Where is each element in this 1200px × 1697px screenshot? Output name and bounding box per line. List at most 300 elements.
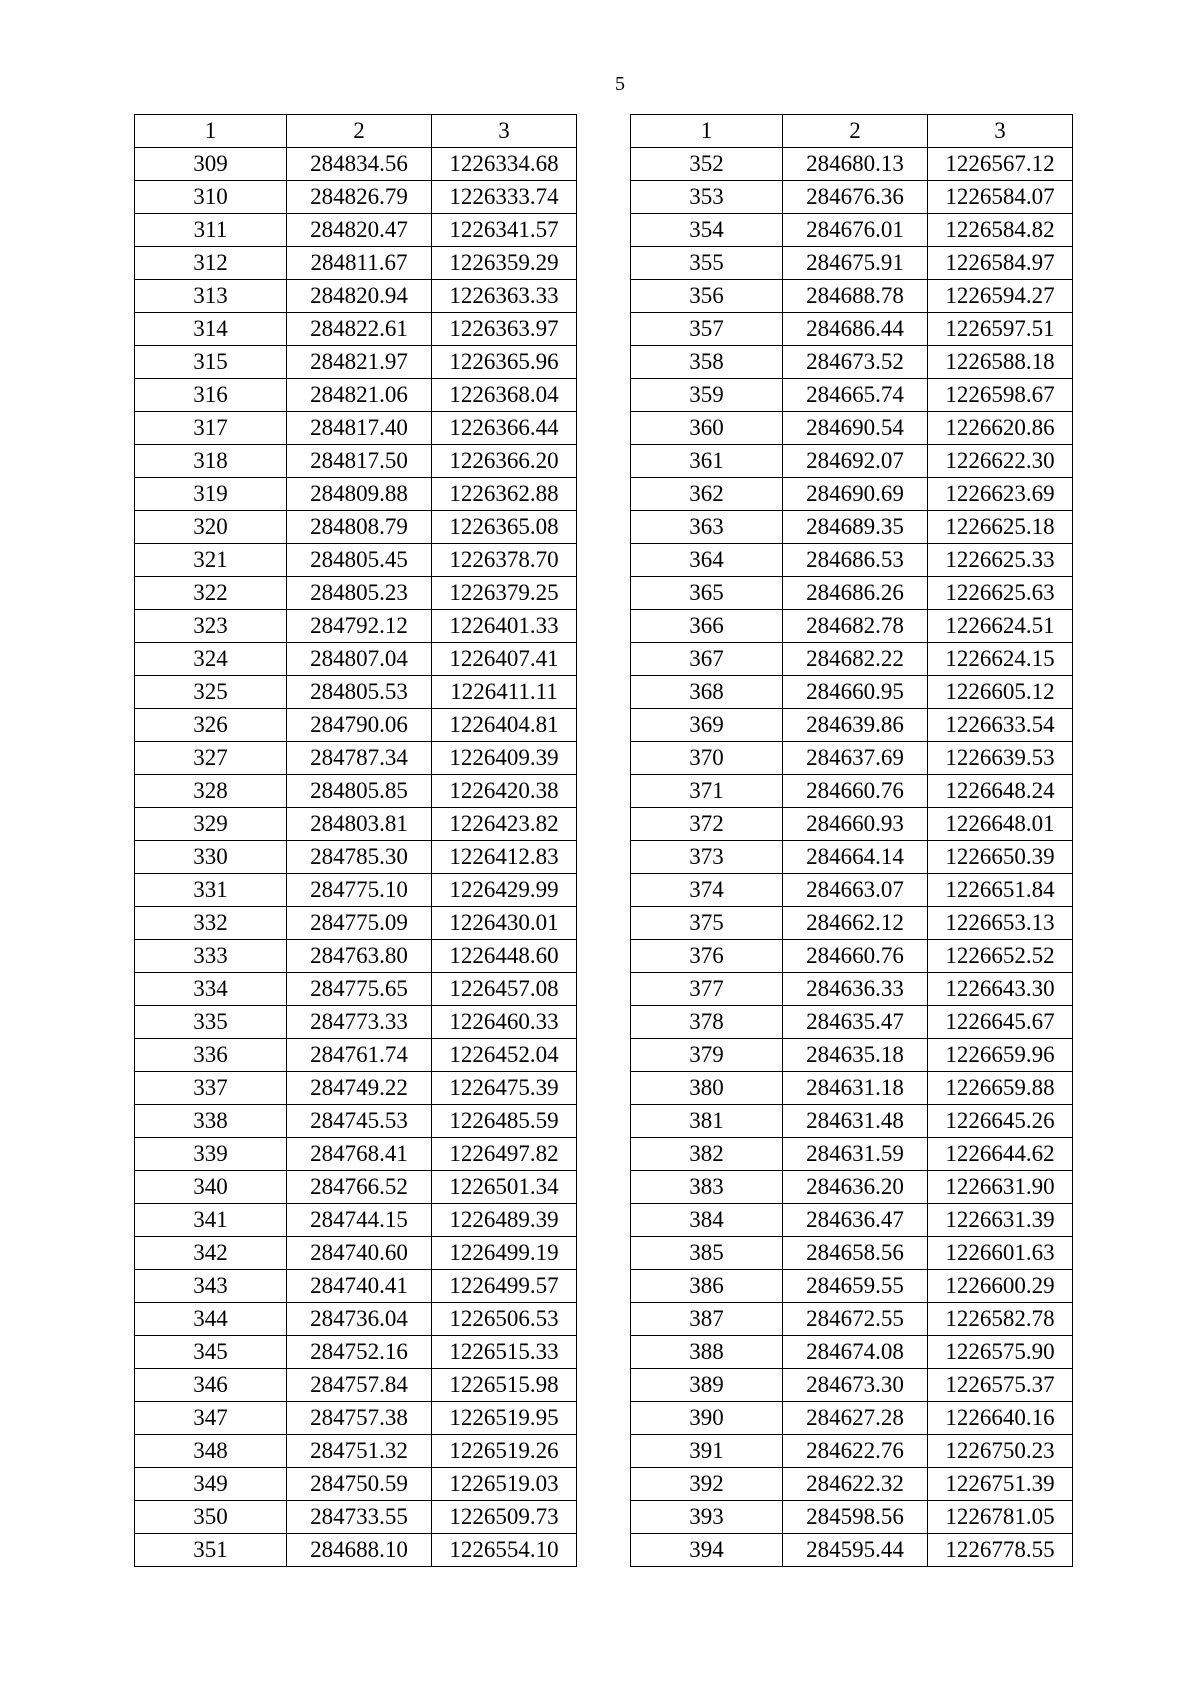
y-coordinate-cell: 1226452.04 bbox=[432, 1039, 577, 1072]
point-number-cell: 319 bbox=[135, 478, 287, 511]
table-row bbox=[135, 1336, 577, 1369]
x-coordinate-cell: 284622.32 bbox=[783, 1468, 928, 1501]
x-coordinate-cell: 284740.60 bbox=[287, 1237, 432, 1270]
table-row bbox=[135, 1237, 577, 1270]
y-coordinate-cell: 1226501.34 bbox=[432, 1171, 577, 1204]
x-coordinate-cell: 284787.34 bbox=[287, 742, 432, 775]
x-coordinate-cell: 284660.93 bbox=[783, 808, 928, 841]
x-coordinate-cell: 284740.41 bbox=[287, 1270, 432, 1303]
point-number-cell: 331 bbox=[135, 874, 287, 907]
point-number-cell: 379 bbox=[631, 1039, 783, 1072]
x-coordinate-cell: 284751.32 bbox=[287, 1435, 432, 1468]
y-coordinate-cell: 1226639.53 bbox=[928, 742, 1073, 775]
x-coordinate-cell: 284639.86 bbox=[783, 709, 928, 742]
table-row bbox=[631, 1303, 1073, 1336]
x-coordinate-cell: 284745.53 bbox=[287, 1105, 432, 1138]
table-row bbox=[135, 280, 577, 313]
x-coordinate-cell: 284680.13 bbox=[783, 148, 928, 181]
table-row bbox=[631, 1006, 1073, 1039]
point-number-cell: 333 bbox=[135, 940, 287, 973]
y-coordinate-cell: 1226650.39 bbox=[928, 841, 1073, 874]
point-number-cell: 351 bbox=[135, 1534, 287, 1567]
x-coordinate-cell: 284807.04 bbox=[287, 643, 432, 676]
y-coordinate-cell: 1226401.33 bbox=[432, 610, 577, 643]
table-row bbox=[135, 874, 577, 907]
y-coordinate-cell: 1226584.82 bbox=[928, 214, 1073, 247]
x-coordinate-cell: 284821.97 bbox=[287, 346, 432, 379]
point-number-cell: 344 bbox=[135, 1303, 287, 1336]
table-row bbox=[631, 1402, 1073, 1435]
point-number-cell: 360 bbox=[631, 412, 783, 445]
point-number-cell: 336 bbox=[135, 1039, 287, 1072]
y-coordinate-cell: 1226475.39 bbox=[432, 1072, 577, 1105]
y-coordinate-cell: 1226506.53 bbox=[432, 1303, 577, 1336]
y-coordinate-cell: 1226659.88 bbox=[928, 1072, 1073, 1105]
point-number-cell: 339 bbox=[135, 1138, 287, 1171]
x-coordinate-cell: 284674.08 bbox=[783, 1336, 928, 1369]
point-number-cell: 317 bbox=[135, 412, 287, 445]
y-coordinate-cell: 1226598.67 bbox=[928, 379, 1073, 412]
table-row bbox=[631, 676, 1073, 709]
point-number-cell: 342 bbox=[135, 1237, 287, 1270]
point-number-cell: 363 bbox=[631, 511, 783, 544]
point-number-cell: 320 bbox=[135, 511, 287, 544]
x-coordinate-cell: 284635.18 bbox=[783, 1039, 928, 1072]
table-row bbox=[135, 907, 577, 940]
y-coordinate-cell: 1226457.08 bbox=[432, 973, 577, 1006]
x-coordinate-cell: 284622.76 bbox=[783, 1435, 928, 1468]
table-row bbox=[631, 907, 1073, 940]
y-coordinate-cell: 1226648.01 bbox=[928, 808, 1073, 841]
x-coordinate-cell: 284752.16 bbox=[287, 1336, 432, 1369]
y-coordinate-cell: 1226489.39 bbox=[432, 1204, 577, 1237]
table-row bbox=[631, 1270, 1073, 1303]
x-coordinate-cell: 284635.47 bbox=[783, 1006, 928, 1039]
x-coordinate-cell: 284761.74 bbox=[287, 1039, 432, 1072]
y-coordinate-cell: 1226605.12 bbox=[928, 676, 1073, 709]
y-coordinate-cell: 1226362.88 bbox=[432, 478, 577, 511]
y-coordinate-cell: 1226624.15 bbox=[928, 643, 1073, 676]
table-row bbox=[631, 1105, 1073, 1138]
point-number-cell: 309 bbox=[135, 148, 287, 181]
point-number-cell: 325 bbox=[135, 676, 287, 709]
x-coordinate-cell: 284792.12 bbox=[287, 610, 432, 643]
point-number-cell: 332 bbox=[135, 907, 287, 940]
point-number-cell: 354 bbox=[631, 214, 783, 247]
table-row bbox=[135, 1468, 577, 1501]
y-coordinate-cell: 1226575.37 bbox=[928, 1369, 1073, 1402]
x-coordinate-cell: 284757.84 bbox=[287, 1369, 432, 1402]
y-coordinate-cell: 1226601.63 bbox=[928, 1237, 1073, 1270]
point-number-cell: 358 bbox=[631, 346, 783, 379]
table-header-row bbox=[135, 115, 577, 148]
table-row bbox=[135, 148, 577, 181]
x-coordinate-cell: 284733.55 bbox=[287, 1501, 432, 1534]
point-number-cell: 387 bbox=[631, 1303, 783, 1336]
y-coordinate-cell: 1226460.33 bbox=[432, 1006, 577, 1039]
x-coordinate-cell: 284821.06 bbox=[287, 379, 432, 412]
table-row bbox=[135, 940, 577, 973]
table-row bbox=[135, 1204, 577, 1237]
x-coordinate-cell: 284763.80 bbox=[287, 940, 432, 973]
point-number-cell: 372 bbox=[631, 808, 783, 841]
point-number-cell: 368 bbox=[631, 676, 783, 709]
x-coordinate-cell: 284805.85 bbox=[287, 775, 432, 808]
point-number-cell: 353 bbox=[631, 181, 783, 214]
coordinates-table-left bbox=[134, 114, 577, 1567]
table-row bbox=[631, 445, 1073, 478]
table-row bbox=[631, 247, 1073, 280]
table-row bbox=[631, 346, 1073, 379]
x-coordinate-cell: 284817.40 bbox=[287, 412, 432, 445]
x-coordinate-cell: 284749.22 bbox=[287, 1072, 432, 1105]
table-header-row bbox=[631, 115, 1073, 148]
y-coordinate-cell: 1226625.63 bbox=[928, 577, 1073, 610]
x-coordinate-cell: 284766.52 bbox=[287, 1171, 432, 1204]
table-row bbox=[631, 808, 1073, 841]
y-coordinate-cell: 1226750.23 bbox=[928, 1435, 1073, 1468]
x-coordinate-cell: 284688.78 bbox=[783, 280, 928, 313]
point-number-cell: 389 bbox=[631, 1369, 783, 1402]
point-number-cell: 386 bbox=[631, 1270, 783, 1303]
y-coordinate-cell: 1226588.18 bbox=[928, 346, 1073, 379]
y-coordinate-cell: 1226567.12 bbox=[928, 148, 1073, 181]
table-row bbox=[135, 1303, 577, 1336]
point-number-cell: 362 bbox=[631, 478, 783, 511]
table-row bbox=[135, 1402, 577, 1435]
y-coordinate-cell: 1226333.74 bbox=[432, 181, 577, 214]
x-coordinate-cell: 284665.74 bbox=[783, 379, 928, 412]
x-coordinate-cell: 284736.04 bbox=[287, 1303, 432, 1336]
table-row bbox=[135, 313, 577, 346]
x-coordinate-cell: 284773.33 bbox=[287, 1006, 432, 1039]
point-number-cell: 364 bbox=[631, 544, 783, 577]
column-header-y: 3 bbox=[432, 115, 577, 148]
table-row bbox=[631, 1138, 1073, 1171]
x-coordinate-cell: 284660.76 bbox=[783, 775, 928, 808]
y-coordinate-cell: 1226633.54 bbox=[928, 709, 1073, 742]
x-coordinate-cell: 284820.47 bbox=[287, 214, 432, 247]
coordinates-table-right bbox=[630, 114, 1073, 1567]
point-number-cell: 328 bbox=[135, 775, 287, 808]
table-row bbox=[631, 1369, 1073, 1402]
point-number-cell: 316 bbox=[135, 379, 287, 412]
point-number-cell: 330 bbox=[135, 841, 287, 874]
y-coordinate-cell: 1226368.04 bbox=[432, 379, 577, 412]
point-number-cell: 371 bbox=[631, 775, 783, 808]
point-number-cell: 390 bbox=[631, 1402, 783, 1435]
x-coordinate-cell: 284775.09 bbox=[287, 907, 432, 940]
point-number-cell: 312 bbox=[135, 247, 287, 280]
table-row bbox=[631, 940, 1073, 973]
point-number-cell: 380 bbox=[631, 1072, 783, 1105]
x-coordinate-cell: 284595.44 bbox=[783, 1534, 928, 1567]
point-number-cell: 343 bbox=[135, 1270, 287, 1303]
x-coordinate-cell: 284689.35 bbox=[783, 511, 928, 544]
table-row bbox=[631, 874, 1073, 907]
y-coordinate-cell: 1226430.01 bbox=[432, 907, 577, 940]
point-number-cell: 356 bbox=[631, 280, 783, 313]
y-coordinate-cell: 1226519.26 bbox=[432, 1435, 577, 1468]
x-coordinate-cell: 284808.79 bbox=[287, 511, 432, 544]
y-coordinate-cell: 1226648.24 bbox=[928, 775, 1073, 808]
table-row bbox=[631, 1501, 1073, 1534]
table-row bbox=[135, 478, 577, 511]
x-coordinate-cell: 284785.30 bbox=[287, 841, 432, 874]
y-coordinate-cell: 1226365.08 bbox=[432, 511, 577, 544]
x-coordinate-cell: 284637.69 bbox=[783, 742, 928, 775]
x-coordinate-cell: 284688.10 bbox=[287, 1534, 432, 1567]
table-row bbox=[135, 1138, 577, 1171]
point-number-cell: 359 bbox=[631, 379, 783, 412]
table-row bbox=[135, 1072, 577, 1105]
x-coordinate-cell: 284631.59 bbox=[783, 1138, 928, 1171]
y-coordinate-cell: 1226631.90 bbox=[928, 1171, 1073, 1204]
x-coordinate-cell: 284775.10 bbox=[287, 874, 432, 907]
point-number-cell: 315 bbox=[135, 346, 287, 379]
y-coordinate-cell: 1226378.70 bbox=[432, 544, 577, 577]
y-coordinate-cell: 1226645.67 bbox=[928, 1006, 1073, 1039]
point-number-cell: 391 bbox=[631, 1435, 783, 1468]
y-coordinate-cell: 1226644.62 bbox=[928, 1138, 1073, 1171]
y-coordinate-cell: 1226597.51 bbox=[928, 313, 1073, 346]
point-number-cell: 311 bbox=[135, 214, 287, 247]
x-coordinate-cell: 284744.15 bbox=[287, 1204, 432, 1237]
x-coordinate-cell: 284805.45 bbox=[287, 544, 432, 577]
y-coordinate-cell: 1226625.18 bbox=[928, 511, 1073, 544]
y-coordinate-cell: 1226515.98 bbox=[432, 1369, 577, 1402]
table-row bbox=[135, 445, 577, 478]
table-row bbox=[135, 676, 577, 709]
point-number-cell: 385 bbox=[631, 1237, 783, 1270]
table-row bbox=[135, 742, 577, 775]
point-number-cell: 337 bbox=[135, 1072, 287, 1105]
x-coordinate-cell: 284627.28 bbox=[783, 1402, 928, 1435]
x-coordinate-cell: 284809.88 bbox=[287, 478, 432, 511]
table-row bbox=[631, 1072, 1073, 1105]
y-coordinate-cell: 1226624.51 bbox=[928, 610, 1073, 643]
x-coordinate-cell: 284676.36 bbox=[783, 181, 928, 214]
column-header-x: 2 bbox=[287, 115, 432, 148]
x-coordinate-cell: 284834.56 bbox=[287, 148, 432, 181]
page-number: 5 bbox=[615, 73, 625, 95]
y-coordinate-cell: 1226584.97 bbox=[928, 247, 1073, 280]
point-number-cell: 378 bbox=[631, 1006, 783, 1039]
y-coordinate-cell: 1226622.30 bbox=[928, 445, 1073, 478]
table-row bbox=[631, 181, 1073, 214]
table-row bbox=[135, 1501, 577, 1534]
y-coordinate-cell: 1226582.78 bbox=[928, 1303, 1073, 1336]
x-coordinate-cell: 284750.59 bbox=[287, 1468, 432, 1501]
point-number-cell: 375 bbox=[631, 907, 783, 940]
x-coordinate-cell: 284636.33 bbox=[783, 973, 928, 1006]
y-coordinate-cell: 1226379.25 bbox=[432, 577, 577, 610]
point-number-cell: 373 bbox=[631, 841, 783, 874]
point-number-cell: 322 bbox=[135, 577, 287, 610]
y-coordinate-cell: 1226575.90 bbox=[928, 1336, 1073, 1369]
y-coordinate-cell: 1226778.55 bbox=[928, 1534, 1073, 1567]
point-number-cell: 382 bbox=[631, 1138, 783, 1171]
column-header-x: 2 bbox=[783, 115, 928, 148]
point-number-cell: 361 bbox=[631, 445, 783, 478]
table-row bbox=[631, 214, 1073, 247]
y-coordinate-cell: 1226519.03 bbox=[432, 1468, 577, 1501]
x-coordinate-cell: 284690.54 bbox=[783, 412, 928, 445]
point-number-cell: 365 bbox=[631, 577, 783, 610]
point-number-cell: 369 bbox=[631, 709, 783, 742]
y-coordinate-cell: 1226485.59 bbox=[432, 1105, 577, 1138]
point-number-cell: 310 bbox=[135, 181, 287, 214]
x-coordinate-cell: 284675.91 bbox=[783, 247, 928, 280]
y-coordinate-cell: 1226659.96 bbox=[928, 1039, 1073, 1072]
table-row bbox=[631, 1171, 1073, 1204]
point-number-cell: 323 bbox=[135, 610, 287, 643]
x-coordinate-cell: 284676.01 bbox=[783, 214, 928, 247]
point-number-cell: 321 bbox=[135, 544, 287, 577]
x-coordinate-cell: 284803.81 bbox=[287, 808, 432, 841]
table-row bbox=[135, 577, 577, 610]
y-coordinate-cell: 1226404.81 bbox=[432, 709, 577, 742]
table-row bbox=[631, 511, 1073, 544]
table-row bbox=[135, 841, 577, 874]
x-coordinate-cell: 284805.53 bbox=[287, 676, 432, 709]
x-coordinate-cell: 284673.30 bbox=[783, 1369, 928, 1402]
point-number-cell: 338 bbox=[135, 1105, 287, 1138]
table-row bbox=[631, 1534, 1073, 1567]
point-number-cell: 388 bbox=[631, 1336, 783, 1369]
x-coordinate-cell: 284690.69 bbox=[783, 478, 928, 511]
point-number-cell: 313 bbox=[135, 280, 287, 313]
point-number-cell: 366 bbox=[631, 610, 783, 643]
table-row bbox=[135, 214, 577, 247]
x-coordinate-cell: 284664.14 bbox=[783, 841, 928, 874]
point-number-cell: 376 bbox=[631, 940, 783, 973]
table-row bbox=[135, 808, 577, 841]
y-coordinate-cell: 1226643.30 bbox=[928, 973, 1073, 1006]
table-row bbox=[135, 181, 577, 214]
point-number-cell: 314 bbox=[135, 313, 287, 346]
y-coordinate-cell: 1226423.82 bbox=[432, 808, 577, 841]
point-number-cell: 348 bbox=[135, 1435, 287, 1468]
x-coordinate-cell: 284682.78 bbox=[783, 610, 928, 643]
point-number-cell: 393 bbox=[631, 1501, 783, 1534]
column-header-point-number: 1 bbox=[631, 115, 783, 148]
x-coordinate-cell: 284822.61 bbox=[287, 313, 432, 346]
x-coordinate-cell: 284692.07 bbox=[783, 445, 928, 478]
x-coordinate-cell: 284660.95 bbox=[783, 676, 928, 709]
y-coordinate-cell: 1226363.33 bbox=[432, 280, 577, 313]
x-coordinate-cell: 284663.07 bbox=[783, 874, 928, 907]
point-number-cell: 327 bbox=[135, 742, 287, 775]
x-coordinate-cell: 284682.22 bbox=[783, 643, 928, 676]
point-number-cell: 355 bbox=[631, 247, 783, 280]
table-row bbox=[631, 775, 1073, 808]
table-row bbox=[135, 775, 577, 808]
y-coordinate-cell: 1226651.84 bbox=[928, 874, 1073, 907]
table-row bbox=[135, 1105, 577, 1138]
table-row bbox=[631, 1204, 1073, 1237]
x-coordinate-cell: 284598.56 bbox=[783, 1501, 928, 1534]
table-row bbox=[135, 412, 577, 445]
y-coordinate-cell: 1226594.27 bbox=[928, 280, 1073, 313]
table-row bbox=[631, 313, 1073, 346]
x-coordinate-cell: 284673.52 bbox=[783, 346, 928, 379]
table-row bbox=[135, 247, 577, 280]
y-coordinate-cell: 1226429.99 bbox=[432, 874, 577, 907]
point-number-cell: 384 bbox=[631, 1204, 783, 1237]
point-number-cell: 392 bbox=[631, 1468, 783, 1501]
table-row bbox=[631, 478, 1073, 511]
x-coordinate-cell: 284659.55 bbox=[783, 1270, 928, 1303]
point-number-cell: 329 bbox=[135, 808, 287, 841]
table-row bbox=[631, 973, 1073, 1006]
table-row bbox=[135, 346, 577, 379]
column-header-point-number: 1 bbox=[135, 115, 287, 148]
table-row bbox=[631, 1039, 1073, 1072]
table-row bbox=[135, 709, 577, 742]
x-coordinate-cell: 284768.41 bbox=[287, 1138, 432, 1171]
y-coordinate-cell: 1226652.52 bbox=[928, 940, 1073, 973]
y-coordinate-cell: 1226499.19 bbox=[432, 1237, 577, 1270]
table-row bbox=[631, 742, 1073, 775]
table-row bbox=[631, 1435, 1073, 1468]
point-number-cell: 318 bbox=[135, 445, 287, 478]
table-row bbox=[631, 1237, 1073, 1270]
y-coordinate-cell: 1226420.38 bbox=[432, 775, 577, 808]
table-row bbox=[631, 1336, 1073, 1369]
point-number-cell: 334 bbox=[135, 973, 287, 1006]
point-number-cell: 367 bbox=[631, 643, 783, 676]
column-header-y: 3 bbox=[928, 115, 1073, 148]
y-coordinate-cell: 1226600.29 bbox=[928, 1270, 1073, 1303]
table-row bbox=[135, 1369, 577, 1402]
x-coordinate-cell: 284790.06 bbox=[287, 709, 432, 742]
table-row bbox=[135, 973, 577, 1006]
table-row bbox=[631, 544, 1073, 577]
y-coordinate-cell: 1226448.60 bbox=[432, 940, 577, 973]
point-number-cell: 340 bbox=[135, 1171, 287, 1204]
y-coordinate-cell: 1226359.29 bbox=[432, 247, 577, 280]
table-row bbox=[631, 841, 1073, 874]
table-row bbox=[631, 709, 1073, 742]
y-coordinate-cell: 1226499.57 bbox=[432, 1270, 577, 1303]
y-coordinate-cell: 1226411.11 bbox=[432, 676, 577, 709]
y-coordinate-cell: 1226409.39 bbox=[432, 742, 577, 775]
table-row bbox=[631, 643, 1073, 676]
point-number-cell: 350 bbox=[135, 1501, 287, 1534]
table-row bbox=[135, 1039, 577, 1072]
y-coordinate-cell: 1226407.41 bbox=[432, 643, 577, 676]
point-number-cell: 349 bbox=[135, 1468, 287, 1501]
y-coordinate-cell: 1226620.86 bbox=[928, 412, 1073, 445]
y-coordinate-cell: 1226625.33 bbox=[928, 544, 1073, 577]
y-coordinate-cell: 1226623.69 bbox=[928, 478, 1073, 511]
y-coordinate-cell: 1226519.95 bbox=[432, 1402, 577, 1435]
table-row bbox=[135, 1534, 577, 1567]
y-coordinate-cell: 1226363.97 bbox=[432, 313, 577, 346]
table-row bbox=[135, 511, 577, 544]
table-row bbox=[135, 379, 577, 412]
point-number-cell: 347 bbox=[135, 1402, 287, 1435]
y-coordinate-cell: 1226509.73 bbox=[432, 1501, 577, 1534]
point-number-cell: 352 bbox=[631, 148, 783, 181]
y-coordinate-cell: 1226584.07 bbox=[928, 181, 1073, 214]
table-row bbox=[631, 610, 1073, 643]
y-coordinate-cell: 1226334.68 bbox=[432, 148, 577, 181]
point-number-cell: 377 bbox=[631, 973, 783, 1006]
x-coordinate-cell: 284658.56 bbox=[783, 1237, 928, 1270]
x-coordinate-cell: 284686.53 bbox=[783, 544, 928, 577]
